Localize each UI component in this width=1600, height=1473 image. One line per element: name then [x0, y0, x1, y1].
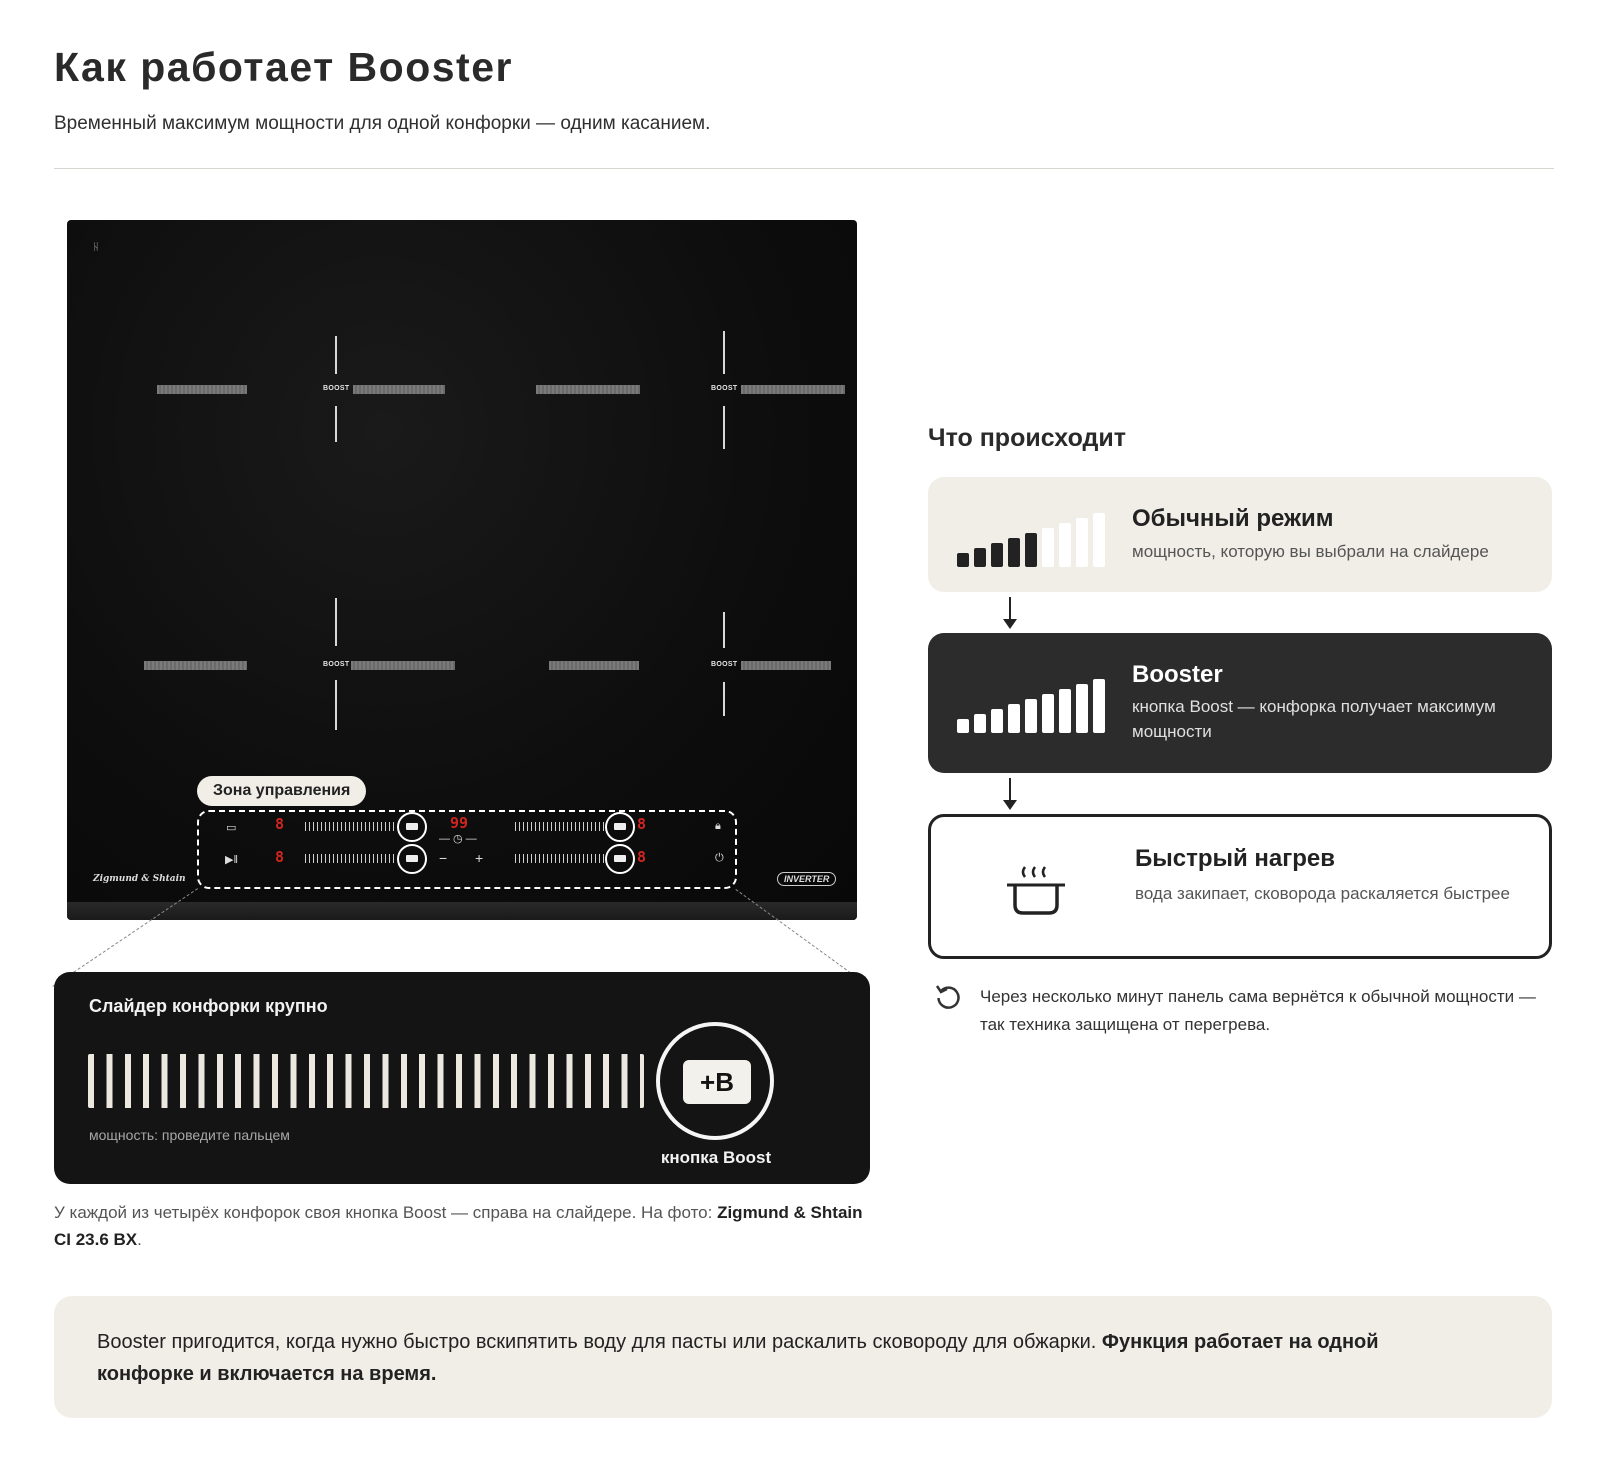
- zone-display: 8: [637, 848, 647, 866]
- summary-box: [54, 1296, 1552, 1418]
- power-bar: [1059, 689, 1071, 733]
- revert-icon: [934, 983, 962, 1011]
- boost-button-large[interactable]: [656, 1022, 774, 1140]
- power-bar: [1076, 684, 1088, 733]
- step-title: Быстрый нагрев: [1135, 845, 1336, 872]
- timer-display: 99: [450, 814, 469, 832]
- boost-caption: кнопка Boost: [660, 1148, 772, 1167]
- power-bar: [1042, 528, 1054, 567]
- boost-button[interactable]: [397, 844, 427, 874]
- step-desc: мощность, которую вы выбрали на слайдере: [1132, 542, 1489, 561]
- step-card-normal: [928, 477, 1552, 592]
- step-title: Booster: [1132, 661, 1223, 688]
- step-desc: кнопка Boost — конфорка получает максимум мощности: [1132, 697, 1496, 741]
- zone-slider[interactable]: [305, 854, 397, 863]
- power-slider[interactable]: [88, 1054, 644, 1108]
- page-title: Как работает Booster: [54, 44, 513, 90]
- cooktop-edge: [67, 902, 857, 920]
- plus-icon[interactable]: +: [475, 850, 484, 866]
- power-bar: [1093, 679, 1105, 733]
- power-bar: [1093, 513, 1105, 567]
- zone-slider[interactable]: [515, 822, 607, 831]
- power-bar: [1076, 518, 1088, 567]
- arrow-down-icon: [1009, 597, 1011, 627]
- minus-icon[interactable]: −: [439, 850, 448, 866]
- cooktop-corner-mark-icon: ᚺ: [93, 242, 99, 253]
- power-bar: [1025, 699, 1037, 733]
- power-bar: [1059, 523, 1071, 567]
- zone-boost-label: BOOST: [323, 385, 350, 392]
- model-name: Zigmund & Shtain CI 23.6 BX: [54, 1203, 863, 1249]
- control-panel[interactable]: [197, 810, 737, 889]
- divider: [54, 168, 1554, 169]
- zone-display: 8: [275, 815, 285, 833]
- brand-logo: Zigmund & Shtain: [93, 874, 186, 884]
- lock-icon[interactable]: 🔒︎: [715, 820, 721, 832]
- boost-button[interactable]: [605, 844, 635, 874]
- power-bar: [1042, 694, 1054, 733]
- power-bar: [1008, 704, 1020, 733]
- arrow-down-icon: [1009, 778, 1011, 808]
- slider-zoom-panel: [54, 972, 870, 1184]
- clock-icon: — ◷ —: [439, 833, 477, 845]
- revert-note: Через несколько минут панель сама вернётся к обычной мощности — так техника защищена от перегрева.: [980, 987, 1536, 1034]
- step-card-fast-heat: [928, 814, 1552, 959]
- zone-slider[interactable]: [305, 822, 397, 831]
- boost-button[interactable]: [397, 812, 427, 842]
- boost-key-label: +B: [683, 1060, 751, 1104]
- power-bar: [1008, 538, 1020, 567]
- zone-boost-label: BOOST: [711, 385, 738, 392]
- power-bar: [957, 719, 969, 733]
- zone-boost-label: BOOST: [323, 661, 350, 668]
- step-title: Обычный режим: [1132, 505, 1334, 532]
- zone-slider[interactable]: [515, 854, 607, 863]
- power-bar: [957, 553, 969, 567]
- step-desc: вода закипает, сковорода раскаляется быстрее: [1135, 884, 1510, 903]
- pot-steam-icon: [1005, 863, 1067, 917]
- pot-mode-icon[interactable]: ▭: [226, 822, 237, 834]
- control-zone-label: Зона управления: [197, 776, 366, 806]
- power-bar: [1025, 533, 1037, 567]
- power-level-bars: [957, 679, 1105, 733]
- zone-display: 8: [637, 815, 647, 833]
- power-bar: [974, 714, 986, 733]
- power-level-bars: [957, 513, 1105, 567]
- zone-boost-label: BOOST: [711, 661, 738, 668]
- power-bar: [974, 548, 986, 567]
- section-title: Что происходит: [928, 424, 1126, 452]
- zoom-title: Слайдер конфорки крупно: [89, 996, 328, 1016]
- play-pause-icon[interactable]: ▶‖: [225, 854, 239, 866]
- inverter-logo: INVERTER: [777, 872, 836, 886]
- boost-button[interactable]: [605, 812, 635, 842]
- power-icon[interactable]: ⏻: [715, 852, 724, 864]
- zone-display: 8: [275, 848, 285, 866]
- photo-caption: У каждой из четырёх конфорок своя кнопка Boost — справа на слайдере. На фото: Zigmund & Shtain CI 23.6 BX.: [54, 1203, 863, 1249]
- summary-text: Booster пригодится, когда нужно быстро вскипятить воду для пасты или раскалить сковороду для обжарки. Функция работает на одной конфорке и включается на время.: [97, 1331, 1379, 1385]
- slider-hint: мощность: проведите пальцем: [89, 1127, 290, 1143]
- power-bar: [991, 543, 1003, 567]
- page-subtitle: Временный максимум мощности для одной конфорки — одним касанием.: [54, 113, 711, 134]
- power-bar: [991, 709, 1003, 733]
- step-card-booster: [928, 633, 1552, 773]
